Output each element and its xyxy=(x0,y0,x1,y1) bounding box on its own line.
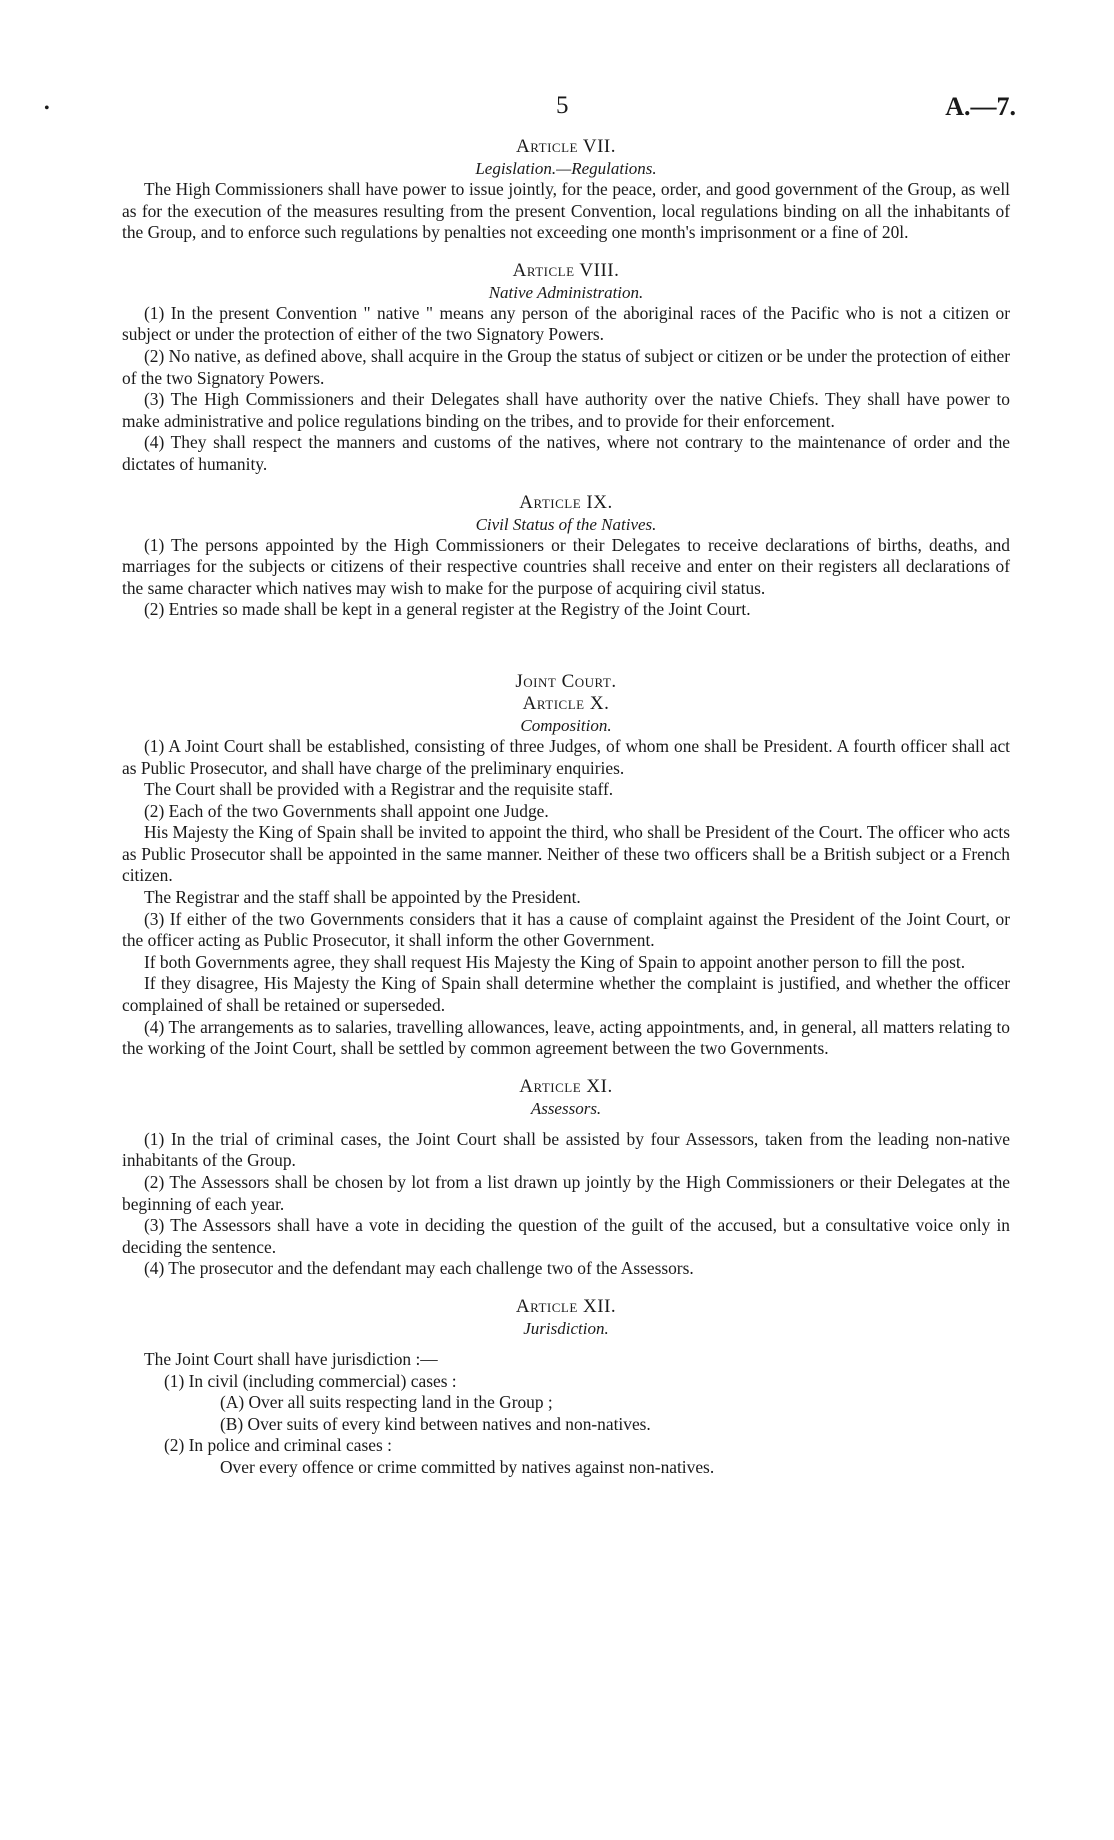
list-item: (1) In civil (including commercial) cases : xyxy=(164,1370,457,1391)
section-heading: Joint Court. xyxy=(515,670,617,692)
paragraph: (4) The prosecutor and the defendant may each challenge two of the Assessors. xyxy=(144,1258,694,1279)
article-11 xyxy=(122,1076,1010,1280)
list-item: (2) In police and criminal cases : xyxy=(164,1435,392,1456)
paragraph: (4) The arrangements as to salaries, travelling allowances, leave, acting appointments, and, in general, all matters relating to the working of the Joint Court, shall be settled by common agreement between the two Governments. xyxy=(122,1016,1010,1059)
paragraph: (4) They shall respect the manners and customs of the natives, where not contrary to the maintenance of order and the dictates of humanity. xyxy=(122,432,1010,474)
list-subitem: (A) Over all suits respecting land in the Group ; xyxy=(220,1392,553,1413)
article-12 xyxy=(122,1296,1010,1479)
paragraph: His Majesty the King of Spain shall be invited to appoint the third, who shall be President of the Court. The officer who acts as Public Prosecutor shall be appointed in the same manner. Neither of these two officers shall be a British subject or a French citizen. xyxy=(122,822,1010,886)
margin-bullet: • xyxy=(44,100,50,117)
paragraph: If they disagree, His Majesty the King of Spain shall determine whether the complaint is justified, and whether the officer complained of shall be retained or superseded. xyxy=(122,973,1010,1016)
list-subitem: Over every offence or crime committed by natives against non-natives. xyxy=(220,1456,715,1477)
paragraph: (2) Entries so made shall be kept in a general register at the Registry of the Joint Court. xyxy=(144,599,751,620)
page-header xyxy=(44,92,1016,136)
paragraph: The High Commissioners shall have power to issue jointly, for the peace, order, and good government of the Group, as well as for the execution of the measures resulting from the present Convention, local regulations binding on all the inhabitants of the Group, and to enforce such regulations by penalties not exceeding one month's imprisonment or a fine of 20l. xyxy=(122,179,1010,243)
article-8 xyxy=(122,260,1010,476)
paragraph: If both Governments agree, they shall request His Majesty the King of Spain to appoint another person to fill the post. xyxy=(144,951,966,972)
article-10 xyxy=(122,671,1010,1060)
article-subtitle: Civil Status of the Natives. xyxy=(475,514,657,534)
paragraph: (1) In the trial of criminal cases, the Joint Court shall be assisted by four Assessors, taken from the leading non-native inhabitants of the Group. xyxy=(122,1128,1010,1171)
article-subtitle: Jurisdiction. xyxy=(523,1318,609,1338)
paragraph: (1) The persons appointed by the High Commissioners or their Delegates to receive declarations of births, deaths, and marriages for the subjects or citizens of their respective countries shall receive and enter on their registers all declarations of the same character which natives may wish to make for the purpose of acquiring civil status. xyxy=(122,534,1010,598)
article-title: Article IX. xyxy=(519,491,613,513)
article-9 xyxy=(122,492,1010,621)
page-number: 5 xyxy=(556,92,569,119)
paragraph: The Registrar and the staff shall be appointed by the President. xyxy=(144,887,581,908)
document-page xyxy=(44,92,1016,1479)
paragraph: (2) No native, as defined above, shall acquire in the Group the status of subject or citizen or be under the protection of either of the two Signatory Powers. xyxy=(122,345,1010,388)
paragraph: (2) The Assessors shall be chosen by lot from a list drawn up jointly by the High Commissioners or their Delegates at the beginning of each year. xyxy=(122,1172,1010,1214)
paragraph: (3) The Assessors shall have a vote in deciding the question of the guilt of the accused, but a consultative voice only in deciding the sentence. xyxy=(122,1215,1010,1257)
jurisdiction-list xyxy=(122,1349,1010,1479)
article-subtitle: Legislation.—Regulations. xyxy=(475,159,657,178)
paragraph: (3) If either of the two Governments considers that it has a cause of complaint against the President of the Joint Court, or the officer acting as Public Prosecutor, it shall inform the other Government. xyxy=(122,908,1010,951)
paragraph: (2) Each of the two Governments shall appoint one Judge. xyxy=(144,800,549,821)
paragraph: (1) A Joint Court shall be established, consisting of three Judges, of whom one shall be President. A fourth officer shall act as Public Prosecutor, and shall have charge of the preliminary enquiries. xyxy=(122,735,1010,778)
article-title: Article XII. xyxy=(515,1295,617,1317)
article-subtitle: Native Administration. xyxy=(488,282,644,302)
list-subitem: (B) Over suits of every kind between natives and non-natives. xyxy=(220,1413,651,1434)
paragraph: (3) The High Commissioners and their Delegates shall have authority over the native Chiefs. They shall have power to make administrative and police regulations binding on the tribes, and to provide for their enforcement. xyxy=(122,389,1010,431)
article-title: Article VIII. xyxy=(512,259,620,281)
list-intro: The Joint Court shall have jurisdiction :— xyxy=(144,1348,438,1369)
article-title: Article X. xyxy=(522,692,610,714)
article-subtitle: Composition. xyxy=(520,715,612,735)
article-title: Article XI. xyxy=(519,1075,613,1097)
article-subtitle: Assessors. xyxy=(530,1098,602,1118)
document-reference: A.—7. xyxy=(945,92,1016,121)
article-title: Article VII. xyxy=(516,136,616,157)
article-7 xyxy=(122,136,1010,244)
paragraph: (1) In the present Convention " native " means any person of the aboriginal races of the Pacific who is not a citizen or subject or under the protection of either of the two Signatory Powers. xyxy=(122,302,1010,345)
paragraph: The Court shall be provided with a Registrar and the requisite staff. xyxy=(144,779,614,800)
